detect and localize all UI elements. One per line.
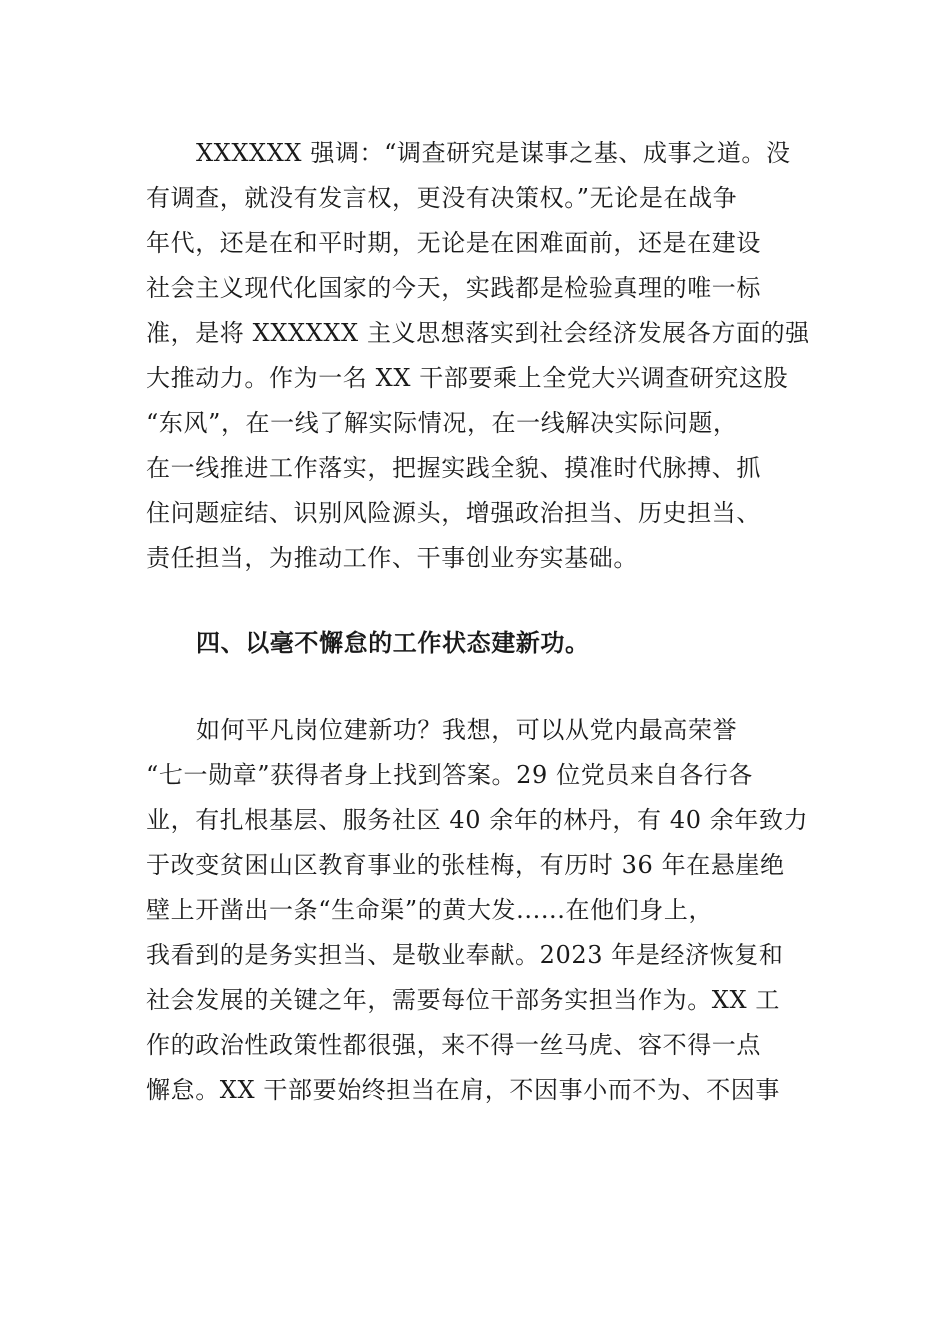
text-line: 准，是将 XXXXXX 主义思想落实到社会经济发展各方面的强 xyxy=(146,319,810,347)
text-line: 我看到的是务实担当、是敬业奉献。2023 年是经济恢复和 xyxy=(146,941,784,969)
text-line: 住问题症结、识别风险源头，增强政治担当、历史担当、 xyxy=(146,499,761,527)
text-line: 懈怠。XX 干部要始终担当在肩，不因事小而不为、不因事 xyxy=(146,1076,780,1104)
text-line: XXXXXX 强调：“调查研究是谋事之基、成事之道。没 xyxy=(196,139,791,167)
text-line: 社会主义现代化国家的今天，实践都是检验真理的唯一标 xyxy=(146,274,761,302)
text-line: “七一勋章”获得者身上找到答案。29 位党员来自各行各 xyxy=(146,761,753,789)
section-heading: 四、以毫不懈怠的工作状态建新功。 xyxy=(196,628,590,657)
text-line: 于改变贫困山区教育事业的张桂梅，有历时 36 年在悬崖绝 xyxy=(146,851,785,879)
text-line: 大推动力。作为一名 XX 干部要乘上全党大兴调查研究这股 xyxy=(146,364,789,392)
text-line: 年代，还是在和平时期，无论是在困难面前，还是在建设 xyxy=(146,229,761,257)
text-line: 责任担当，为推动工作、干事创业夯实基础。 xyxy=(146,544,638,572)
text-line: “东风”，在一线了解实际情况，在一线解决实际问题， xyxy=(146,409,738,437)
text-line: 作的政治性政策性都很强，来不得一丝马虎、容不得一点 xyxy=(146,1031,761,1059)
text-line: 在一线推进工作落实，把握实践全貌、摸准时代脉搏、抓 xyxy=(146,454,761,482)
text-line: 壁上开凿出一条“生命渠”的黄大发......在他们身上， xyxy=(146,896,714,924)
text-line: 业，有扎根基层、服务社区 40 余年的林丹，有 40 余年致力 xyxy=(146,806,809,834)
text-line: 有调查，就没有发言权，更没有决策权。”无论是在战争 xyxy=(146,184,738,212)
text-line: 如何平凡岗位建新功？我想，可以从党内最高荣誉 xyxy=(196,716,738,744)
text-line: 社会发展的关键之年，需要每位干部务实担当作为。XX 工 xyxy=(146,986,780,1014)
